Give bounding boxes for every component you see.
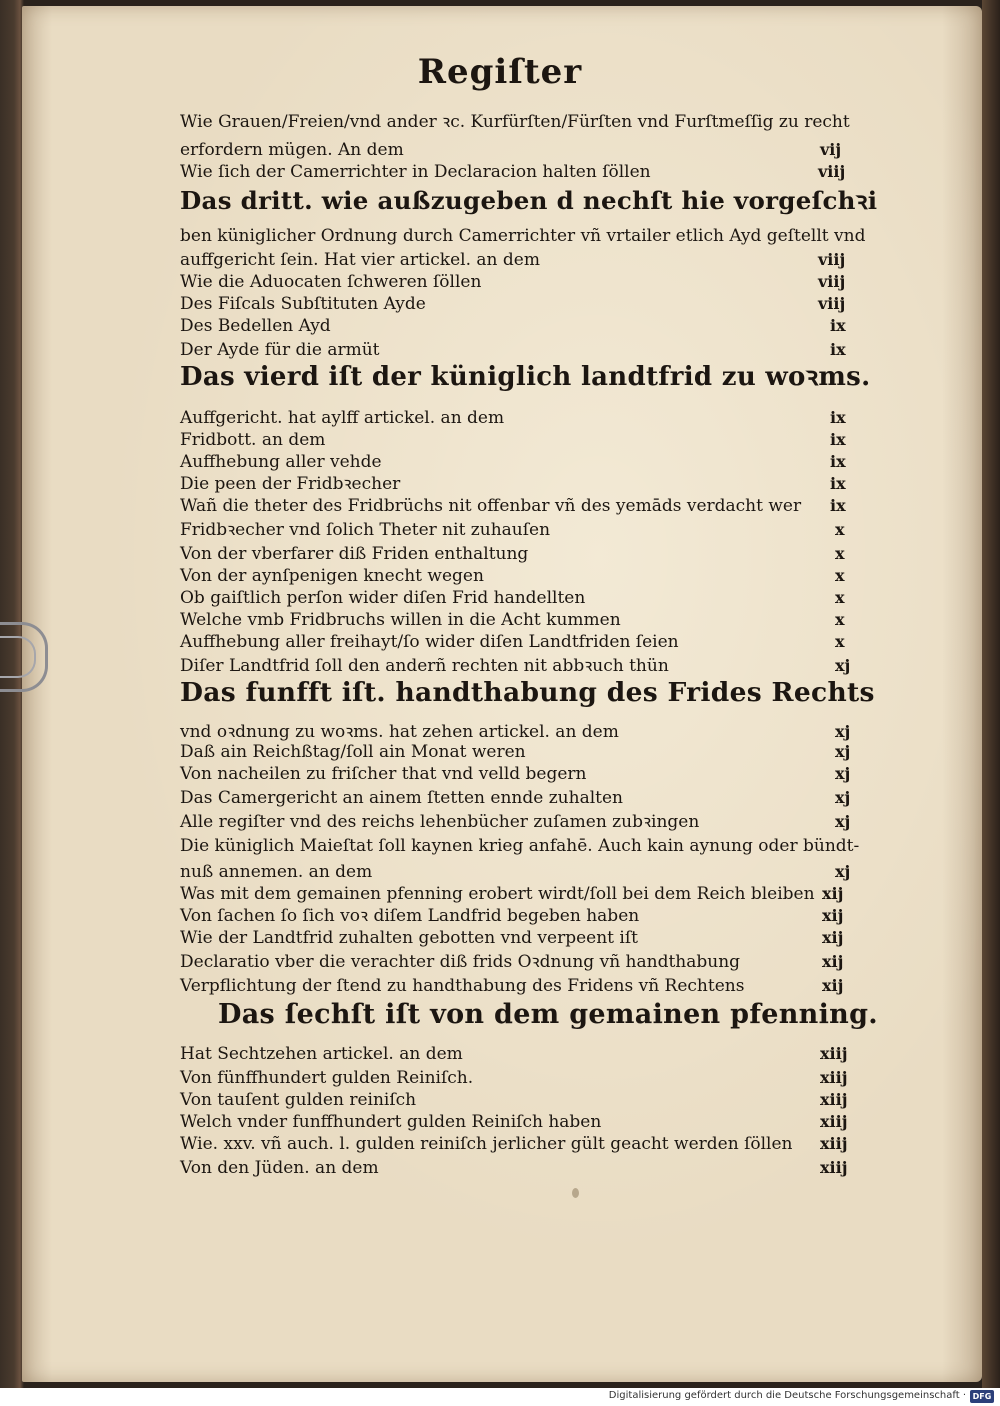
- register-entry: Alle regiſter vnd des reichs lehenbücher zuſamen zubꝛingen: [180, 812, 700, 832]
- folio-number: xiij: [820, 1044, 848, 1063]
- register-entry: ben küniglicher Ordnung durch Camerrichter vñ vrtailer etlich Ayd geſtellt vnd: [180, 226, 866, 246]
- folio-number: viij: [818, 294, 846, 313]
- folio-number: xj: [835, 788, 851, 807]
- register-entry: Des Bedellen Ayd: [180, 316, 331, 336]
- folio-number: ix: [830, 430, 846, 449]
- folio-number: xj: [835, 742, 851, 761]
- register-entry: Wie die Aduocaten ſchweren ſöllen: [180, 272, 482, 292]
- folio-number: x: [835, 544, 845, 563]
- register-entry: auffgericht ſein. Hat vier artickel. an dem: [180, 250, 540, 270]
- register-entry: Diſer Landtfrid ſoll den anderñ rechten nit abbꝛuch thün: [180, 656, 669, 676]
- paper-clip-inner-icon: [0, 636, 36, 678]
- register-entry: Wie der Landtfrid zuhalten gebotten vnd verpeent iſt: [180, 928, 638, 948]
- folio-number: vij: [820, 140, 842, 159]
- folio-number: xj: [835, 812, 851, 831]
- register-entry: Fridbott. an dem: [180, 430, 326, 450]
- register-entry: Was mit dem gemainen pfenning erobert wirdt/ſoll bei dem Reich bleiben: [180, 884, 815, 904]
- register-heading: Das dritt. wie außzugeben d nechſt hie vorgeſchꝛi: [180, 186, 878, 215]
- folio-number: xij: [822, 952, 844, 971]
- register-entry: Fridbꝛecher vnd ſolich Theter nit zuhauſen: [180, 520, 551, 540]
- folio-number: viij: [818, 272, 846, 291]
- register-entry: Declaratio vber die verachter diß frids Oꝛdnung vñ handthabung: [180, 952, 741, 972]
- folio-number: xij: [822, 928, 844, 947]
- register-entry: Von tauſent gulden reiniſch: [180, 1090, 417, 1110]
- register-entry: Wie ſich der Camerrichter in Declaracion halten ſöllen: [180, 162, 651, 182]
- register-heading: Das ſechſt iſt von dem gemainen pfenning.: [218, 999, 878, 1030]
- register-entry: Welche vmb Fridbruchs willen in die Acht kummen: [180, 610, 621, 630]
- register-entry: Wañ die theter des Fridbrüchs nit offenbar vñ des yemāds verdacht wer: [180, 496, 802, 516]
- register-entry: Verpflichtung der ſtend zu handthabung des Fridens vñ Rechtens: [180, 976, 745, 996]
- folio-number: x: [835, 520, 845, 539]
- folio-number: x: [835, 610, 845, 629]
- folio-number: xij: [822, 976, 844, 995]
- register-entry: Das Camergericht an ainem ſtetten ennde zuhalten: [180, 788, 623, 808]
- register-entry: nuß annemen. an dem: [180, 862, 373, 882]
- folio-number: ix: [830, 340, 846, 359]
- register-entry: Von den Jüden. an dem: [180, 1158, 379, 1178]
- register-entry: Wie Grauen/Freien/vnd ander ꝛc. Kurfürſten/Fürſten vnd Furſtmeſſig zu recht: [180, 112, 850, 132]
- register-entry: Wie. xxv. vñ auch. l. gulden reiniſch jerlicher gült geacht werden ſöllen: [180, 1134, 793, 1154]
- register-entry: Hat Sechtzehen artickel. an dem: [180, 1044, 463, 1064]
- register-entry: Der Ayde für die armüt: [180, 340, 380, 360]
- footer-credit: Digitalisierung gefördert durch die Deutsche Forschungsgemeinschaft ·: [608, 1390, 966, 1401]
- folio-number: x: [835, 566, 845, 585]
- register-entry: erfordern mügen. An dem: [180, 140, 404, 160]
- register-entry: vnd oꝛdnung zu woꝛms. hat zehen artickel. an dem: [180, 722, 619, 742]
- register-heading: Das vierd iſt der küniglich landtfrid zu woꝛms.: [180, 362, 871, 392]
- folio-number: xij: [822, 906, 844, 925]
- folio-number: ix: [830, 474, 846, 493]
- folio-number: xiij: [820, 1158, 848, 1177]
- register-entry: Daß ain Reichßtag/ſoll ain Monat weren: [180, 742, 526, 762]
- folio-number: viij: [818, 162, 846, 181]
- folio-number: xj: [835, 862, 851, 881]
- folio-number: x: [835, 588, 845, 607]
- register-entry: Von der aynſpenigen knecht wegen: [180, 566, 484, 586]
- register-heading: Das funfft iſt. handthabung des Frides Rechts: [180, 677, 875, 708]
- register-entry: Von nacheilen zu friſcher that vnd velld begern: [180, 764, 587, 784]
- folio-number: x: [835, 632, 845, 651]
- folio-number: xij: [822, 884, 844, 903]
- page-right-edge: [982, 0, 1000, 1388]
- folio-number: xj: [835, 656, 851, 675]
- register-entry: Von ſachen ſo ſich voꝛ diſem Landfrid begeben haben: [180, 906, 640, 926]
- folio-number: xj: [835, 722, 851, 741]
- register-entry: Auffgericht. hat aylff artickel. an dem: [180, 408, 505, 428]
- folio-number: ix: [830, 316, 846, 335]
- folio-number: ix: [830, 496, 846, 515]
- folio-number: xiij: [820, 1134, 848, 1153]
- register-entry: Ob gaiſtlich perſon wider diſen Frid handellten: [180, 588, 586, 608]
- dfg-logo-icon: DFG: [970, 1390, 994, 1403]
- register-entry: Auffhebung aller vehde: [180, 452, 382, 472]
- register-entry: Die küniglich Maieſtat ſoll kaynen krieg anfahē. Auch kain aynung oder bündt-: [180, 836, 860, 856]
- folio-number: xiij: [820, 1112, 848, 1131]
- folio-number: viij: [818, 250, 846, 269]
- page-title: Regiſter: [417, 52, 583, 92]
- folio-number: ix: [830, 452, 846, 471]
- folio-number: xj: [835, 764, 851, 783]
- register-entry: Auffhebung aller freihayt/ſo wider diſen Landtfriden ſeien: [180, 632, 679, 652]
- register-entry: Welch vnder funffhundert gulden Reiniſch haben: [180, 1112, 602, 1132]
- folio-number: xiij: [820, 1090, 848, 1109]
- register-entry: Von fünffhundert gulden Reiniſch.: [180, 1068, 474, 1088]
- paper-stain: [572, 1188, 579, 1198]
- register-entry: Von der vberfarer diß Friden enthaltung: [180, 544, 529, 564]
- register-entry: Des Fiſcals Subſtituten Ayde: [180, 294, 426, 314]
- folio-number: xiij: [820, 1068, 848, 1087]
- folio-number: ix: [830, 408, 846, 427]
- register-entry: Die peen der Fridbꝛecher: [180, 474, 401, 494]
